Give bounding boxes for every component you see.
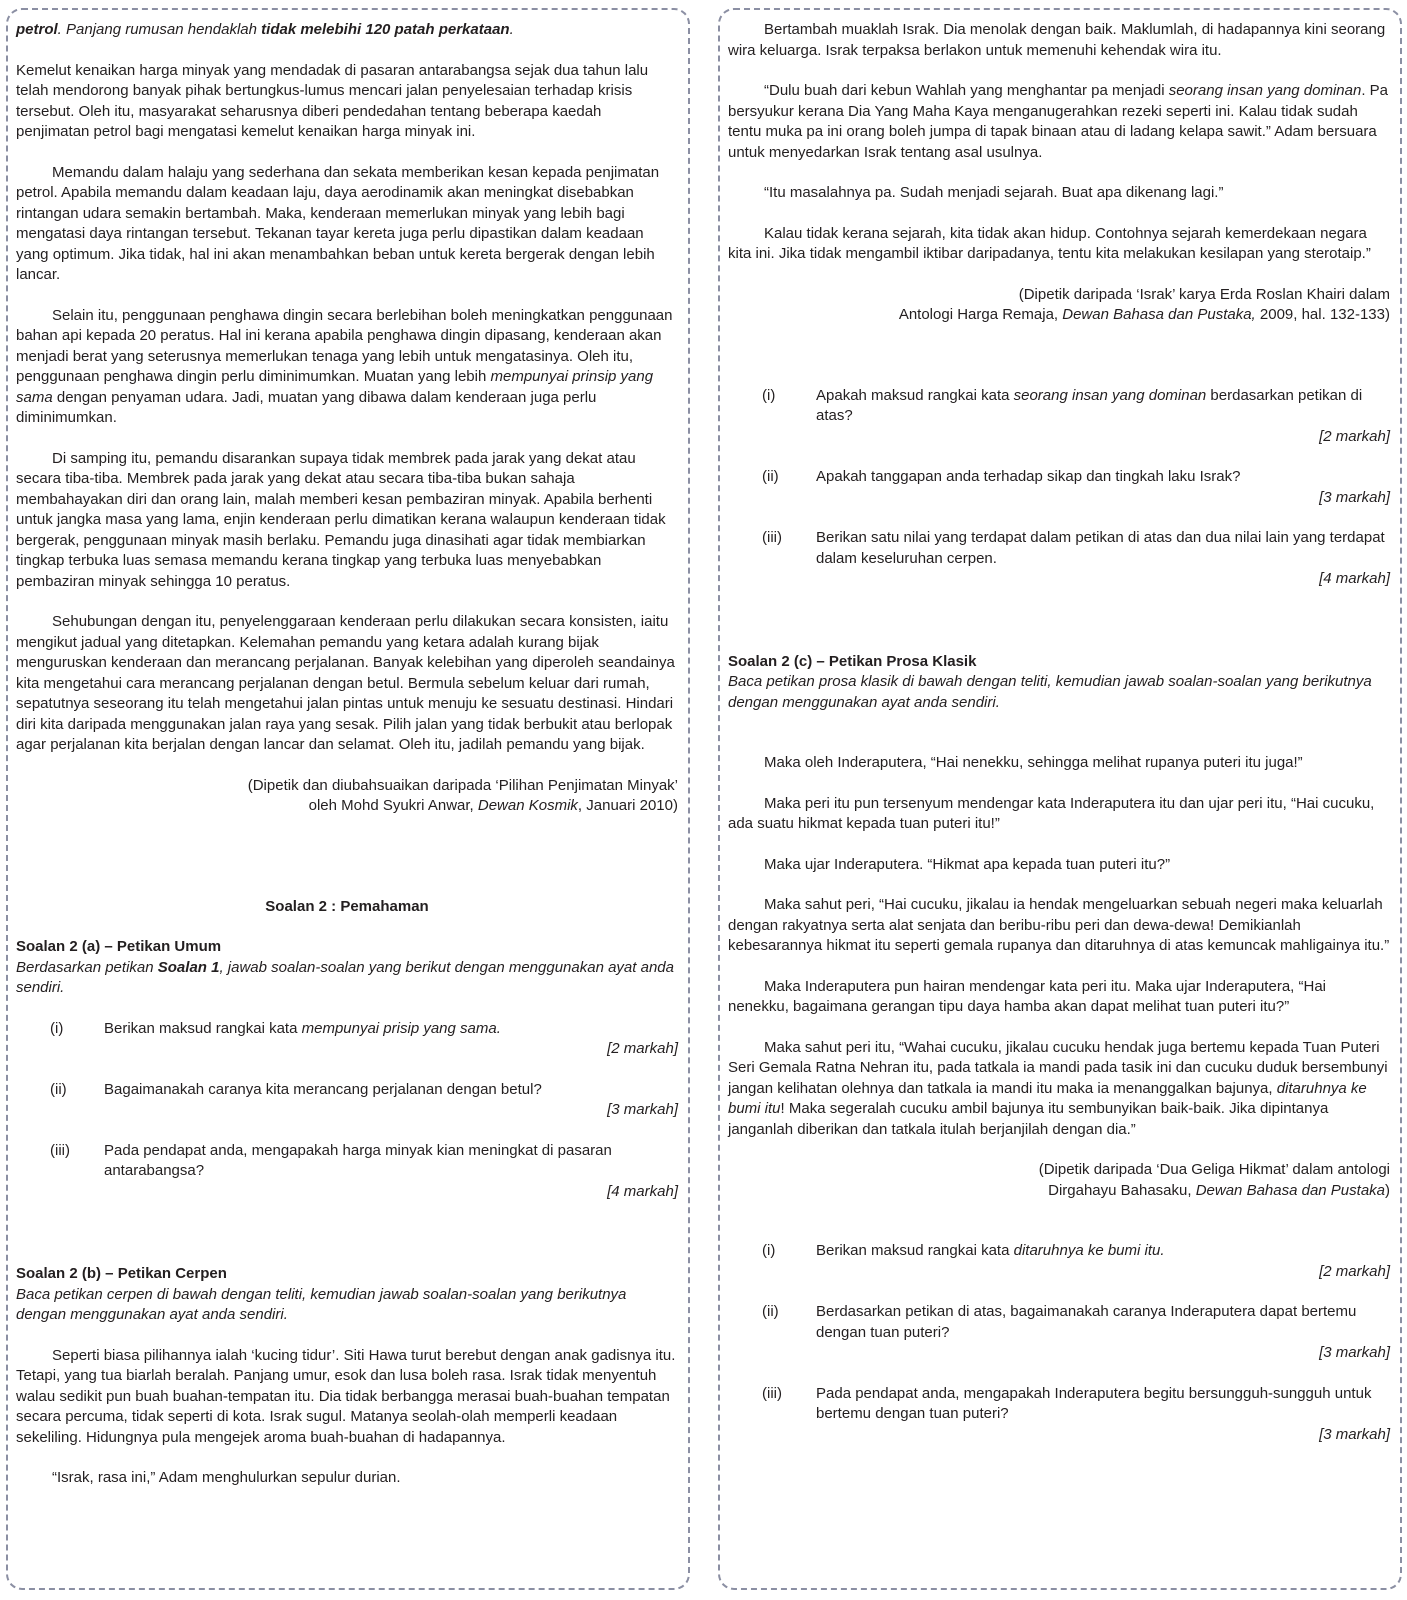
question-number: (iii) <box>762 1384 782 1402</box>
passage1-para3: Selain itu, penggunaan penghawa dingin secara berlebihan boleh meningkatkan penggunaan bahan api kepada 20 peratus. Hal ini kerana apabila penghawa dingin dipasang, kenderaan akan menjadi berat yang seterusnya memerlukan tenaga yang lebih untuk mengatasinya. Oleh itu, penggunaan penghawa dingin perlu diminimumkan. Muatan yang lebih mempunyai prinsip yang sama dengan penyaman udara. Jadi, muatan yang dibawa dalam kenderaan juga perlu diminimumkan. <box>16 306 673 426</box>
passage3-para2: Maka peri itu pun tersenyum mendengar kata Inderaputera itu dan ujar peri itu, “Hai cucuku, ada suatu hikmat kepada tuan puteri itu!” <box>728 794 1375 832</box>
passage1-para4: Di samping itu, pemandu disarankan supaya tidak membrek pada jarak yang dekat atau secara tiba-tiba. Membrek pada jarak yang dekat atau secara tiba-tiba bukan sahaja membahayakan diri dan orang lain, malah memberi kesan pembaziran minyak. Apabila berhenti untuk jangka masa yang lama, enjin kenderaan perlu dimatikan kerana walaupun kenderaan tidak bergerak, penggunaan minyak masih berlaku. Pemandu juga dinasihati agar tidak membiarkan tingkap terbuka luas semasa memandu kerana tingkap yang terbuka luas menyebabkan pembaziran minyak sehingga 10 peratus. <box>16 449 666 590</box>
question-text: Apakah tanggapan anda terhadap sikap dan tingkah laku Israk? <box>816 468 1241 485</box>
question-text: Berdasarkan petikan di atas, bagaimanakah caranya Inderaputera dapat bertemu dengan tuan puteri? <box>816 1303 1357 1341</box>
question-number: (iii) <box>762 529 782 546</box>
question-text: Berikan maksud rangkai kata mempunyai prisip yang sama. <box>104 1019 501 1037</box>
intro-instruction: petrol. Panjang rumusan hendaklah tidak melebihi 120 patah perkataan. <box>16 21 514 38</box>
s2b-q2-mark: [3 markah] <box>1319 488 1390 506</box>
passage3-para5: Maka Inderaputera pun hairan mendengar kata peri itu. Maka ujar Inderaputera, “Hai nenekku, bagaimana gerangan tipu daya hamba akan dapat melihat tuan puteri itu?” <box>728 977 1326 1015</box>
s2a-question-1 <box>16 1019 678 1040</box>
s2a-heading: Soalan 2 (a) – Petikan Umum <box>16 938 222 955</box>
question-number: (i) <box>762 1242 776 1259</box>
s2a-q1-mark: [2 markah] <box>607 1040 678 1057</box>
passage2-source: (Dipetik daripada ‘Israk’ karya Erda Roslan Khairi dalam Antologi Harga Remaja, Dewan Bahasa dan Pustaka, 2009, hal. 132-133) <box>898 285 1390 323</box>
passage1-para1: Kemelut kenaikan harga minyak yang mendadak di pasaran antarabangsa sejak dua tahun lalu telah mendorong banyak pihak bertungkus-lumus mencari jalan penyelesaian terhadap krisis tersebut. Oleh itu, masyarakat seharusnya diberi pendedahan tentang beberapa kaedah penjimatan petrol bagi mengatasi kemelut kenaikan harga minyak ini. <box>16 61 649 140</box>
passage2-para6: Kalau tidak kerana sejarah, kita tidak akan hidup. Contohnya sejarah kemerdekaan negara kita ini. Jika tidak mengambil iktibar daripadanya, tentu kita melakukan kesilapan yang sterotaip.” <box>728 224 1371 262</box>
passage3-para1: Maka oleh Inderaputera, “Hai nenekku, sehingga melihat rupanya puteri itu juga!” <box>764 754 1303 771</box>
question-number: (iii) <box>50 1141 70 1159</box>
passage3-source: (Dipetik daripada ‘Dua Geliga Hikmat’ dalam antologi Dirgahayu Bahasaku, Dewan Bahasa dan Pustaka) <box>1038 1161 1390 1199</box>
s2c-q3-mark: [3 markah] <box>1319 1425 1390 1443</box>
question-text: Pada pendapat anda, mengapakah Inderaputera begitu bersungguh-sungguh untuk bertemu dengan tuan puteri? <box>816 1384 1372 1422</box>
s2b-heading: Soalan 2 (b) – Petikan Cerpen <box>16 1265 227 1282</box>
s2a-q3-mark: [4 markah] <box>607 1182 678 1200</box>
left-column-box <box>6 8 690 1590</box>
question-text: Berikan satu nilai yang terdapat dalam petikan di atas dan dua nilai lain yang terdapat dalam keseluruhan cerpen. <box>816 529 1385 567</box>
passage2-para4: “Dulu buah dari kebun Wahlah yang menghantar pa menjadi seorang insan yang dominan. Pa bersyukur kerana Dia Yang Maha Kaya menganugerahkan rezeki seperti ini. Kalau tidak sudah tentu muka pa ini orang boleh jumpa di tapak binaan atau di ladang kelapa sawit.” Adam bersuara untuk menyedarkan Israk tentang asal usulnya. <box>728 82 1389 161</box>
question-number: (i) <box>762 386 776 404</box>
s2b-question-1 <box>728 386 1390 427</box>
s2b-q1-mark: [2 markah] <box>1319 427 1390 445</box>
right-column-box <box>718 8 1402 1590</box>
s2c-q2-mark: [3 markah] <box>1319 1344 1390 1361</box>
s2c-q1-mark: [2 markah] <box>1319 1262 1390 1280</box>
passage1-para2: Memandu dalam halaju yang sederhana dan sekata memberikan kesan kepada penjimatan petrol. Apabila memandu dalam keadaan laju, daya aerodinamik akan meningkat disebabkan rintangan udara semakin bertambah. Maka, kenderaan memerlukan minyak yang lebih bagi mengatasi daya rintangan tersebut. Tekanan tayar kereta juga perlu dipastikan dalam keadaan yang optimum. Jika tidak, hal ini akan menambahkan beban untuk kereta bergerak dengan lebih lancar. <box>16 163 660 283</box>
s2b-instruction: Baca petikan cerpen di bawah dengan teliti, kemudian jawab soalan-soalan yang berikutnya dengan menggunakan ayat anda sendiri. <box>16 1285 627 1323</box>
passage2-para2: “Israk, rasa ini,” Adam menghulurkan sepulur durian. <box>52 1469 401 1486</box>
question-number: (ii) <box>762 1303 779 1320</box>
passage3-para6: Maka sahut peri itu, “Wahai cucuku, jikalau cucuku hendak juga bertemu kepada Tuan Puteri Seri Gemala Ratna Nehran itu, pada tatkala ia mandi pada tasik ini dan cucuku duduk bersembunyi jangan kelihatan olehnya dan tatkala ia mandi itu maka ia menanggalkan bajunya, ditaruhnya ke bumi itu! Maka segeralah cucuku ambil bajunya itu sembunyikan baik-baik. Jika dipintanya janganlah diberikan dan tatkala itulah berjanjilah dengan dia.” <box>728 1038 1388 1138</box>
s2b-question-2 <box>728 467 1390 488</box>
passage3-para4: Maka sahut peri, “Hai cucuku, jikalau ia hendak mengeluarkan sebuah negeri maka keluarlah dengan rakyatnya serta alat senjata dan beribu-ribu peri dan dewa-dewa! Demikianlah kebesarannya hikmat itu seperti gemala rupanya dan ditaruhnya di atas kemuncak mahligainya itu.” <box>728 896 1390 954</box>
s2c-question-3 <box>728 1384 1390 1425</box>
passage3-para3: Maka ujar Inderaputera. “Hikmat apa kepada tuan puteri itu?” <box>764 855 1171 873</box>
passage1-para5: Sehubungan dengan itu, penyelenggaraan kenderaan perlu dilakukan secara konsisten, iaitu mengikut jadual yang ditetapkan. Kelemahan pemandu yang ketara adalah kurang bijak menguruskan kenderaan dan merancang perjalanan. Banyak kelebihan yang diperoleh seandainya kita mengetahui cara merancang perjalanan dengan betul. Bermula sebelum keluar dari rumah, sepatutnya seseorang itu telah mengetahui jalan pintas untuk menuju ke sesuatu destinasi. Hindari diri kita daripada menggunakan jalan raya yang sesak. Pilih jalan yang tidak berbukit atau berlopak agar perjalanan kita berjalan dengan lancar dan selamat. Oleh itu, jadilah pemandu yang bijak. <box>16 613 675 753</box>
s2b-q3-mark: [4 markah] <box>1319 570 1390 587</box>
s2c-instruction: Baca petikan prosa klasik di bawah dengan teliti, kemudian jawab soalan-soalan yang berikutnya dengan menggunakan ayat anda sendiri. <box>728 673 1372 711</box>
s2a-question-2 <box>16 1080 678 1101</box>
s2c-question-2 <box>728 1302 1390 1343</box>
s2a-instruction: Berdasarkan petikan Soalan 1, jawab soalan-soalan yang berikut dengan menggunakan ayat anda sendiri. <box>16 958 674 996</box>
passage2-para3: Bertambah muaklah Israk. Dia menolak dengan baik. Maklumlah, di hadapannya kini seorang wira keluarga. Israk terpaksa berlakon untuk memenuhi kehendak wira itu. <box>728 21 1386 59</box>
question-number: (i) <box>50 1019 64 1037</box>
s2c-question-1 <box>728 1241 1390 1262</box>
question-number: (ii) <box>762 468 779 485</box>
question-text: Pada pendapat anda, mengapakah harga minyak kian meningkat di pasaran antarabangsa? <box>104 1141 612 1179</box>
section-title: Soalan 2 : Pemahaman <box>265 897 429 915</box>
question-text: Berikan maksud rangkai kata ditaruhnya ke bumi itu. <box>816 1242 1165 1259</box>
question-number: (ii) <box>50 1080 67 1098</box>
passage1-source: (Dipetik dan diubahsuaikan daripada ‘Pilihan Penjimatan Minyak’ oleh Mohd Syukri Anwar, Dewan Kosmik, Januari 2010) <box>247 776 678 814</box>
s2b-question-3 <box>728 528 1390 569</box>
question-text: Bagaimanakah caranya kita merancang perjalanan dengan betul? <box>104 1080 542 1098</box>
s2a-question-3 <box>16 1141 678 1182</box>
passage2-para5: “Itu masalahnya pa. Sudah menjadi sejarah. Buat apa dikenang lagi.” <box>764 184 1224 201</box>
s2c-heading: Soalan 2 (c) – Petikan Prosa Klasik <box>728 652 977 670</box>
s2a-q2-mark: [3 markah] <box>607 1101 678 1118</box>
question-text: Apakah maksud rangkai kata seorang insan yang dominan berdasarkan petikan di atas? <box>816 386 1363 424</box>
passage2-para1: Seperti biasa pilihannya ialah ‘kucing tidur’. Siti Hawa turut berebut dengan anak gadisnya itu. Tetapi, yang tua biarlah beralah. Panjang umur, esok dan lusa boleh rasa. Israk tidak menyentuh walau sedikit pun buah buahan-tempatan itu. Dia tidak berbangga merasai buah-buahan tempatan secara percuma, tidak seperti di kota. Israk sugul. Matanya seolah-olah memperli keadaan sekeliling. Hidungnya pula mengejek aroma buah-buahan di hadapannya. <box>16 1346 676 1446</box>
